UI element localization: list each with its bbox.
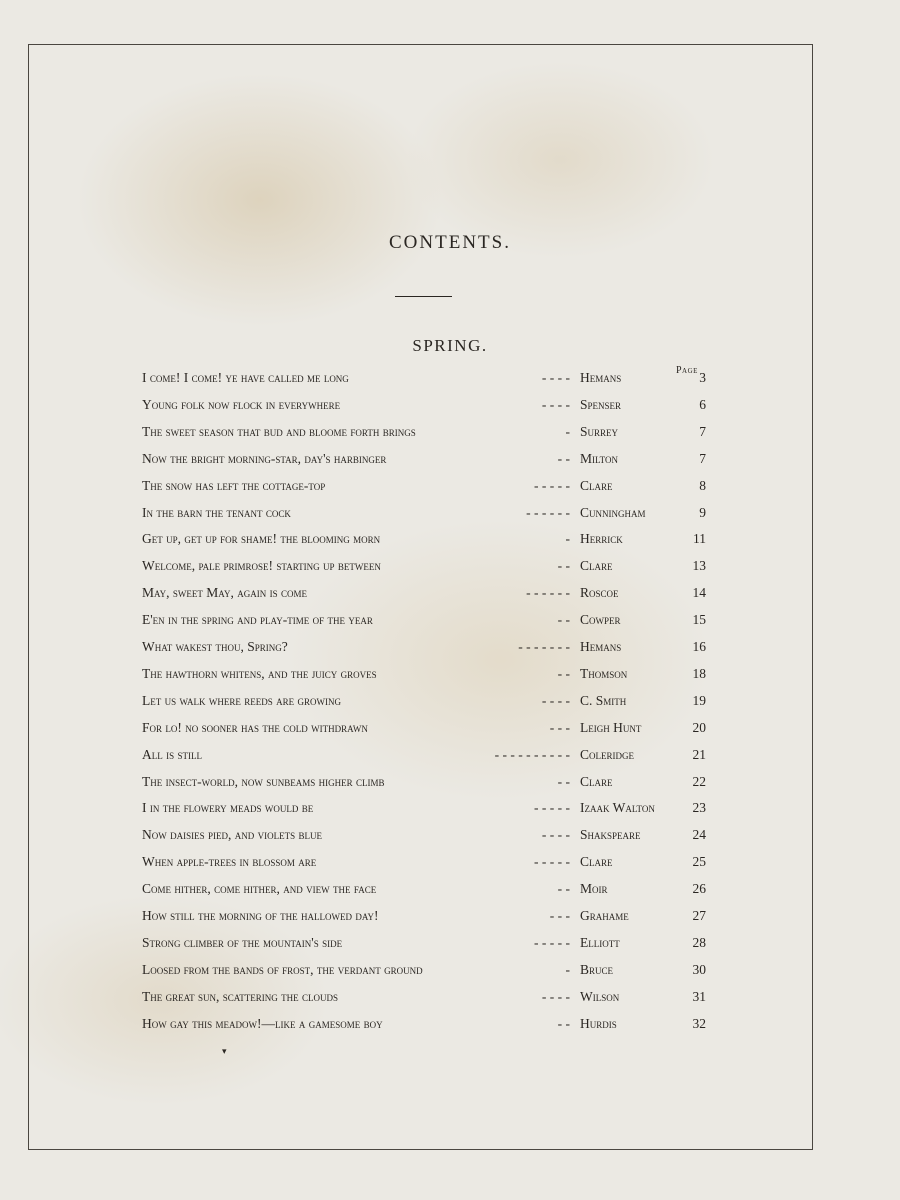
poem-title: Now the bright morning-star, day's harbinger <box>142 450 387 466</box>
contents-entry <box>0 370 900 394</box>
leader-dashes: - - - - - - - <box>518 639 570 654</box>
leader-dashes: - - <box>557 881 570 897</box>
leader-dashes: - <box>565 531 570 547</box>
page-number: 16 <box>692 639 706 654</box>
poem-title: The great sun, scattering the clouds <box>142 988 338 1004</box>
poem-title: Young folk now flock in everywhere <box>142 396 341 412</box>
page-number: 22 <box>692 773 706 789</box>
poem-title: I in the flowery meads would be <box>142 800 314 816</box>
poem-author: Spenser <box>580 396 622 412</box>
leader-dashes: - - <box>557 612 570 628</box>
leader-dashes: - - - - - <box>534 854 570 870</box>
contents-entry <box>0 827 900 851</box>
contents-entry <box>0 747 900 771</box>
poem-author: Coleridge <box>580 746 634 762</box>
poem-title: All is still <box>142 746 202 762</box>
leader-dashes: - - - - - <box>534 477 570 493</box>
poem-author: Hemans <box>580 370 622 385</box>
poem-title: In the barn the tenant cock <box>142 504 291 520</box>
page-number: 26 <box>692 881 706 897</box>
page-number: 14 <box>692 585 706 601</box>
contents-entry <box>0 1016 900 1040</box>
poem-author: Hurdis <box>580 1015 617 1031</box>
leader-dashes: - - <box>557 558 570 574</box>
poem-title: How gay this meadow!—like a gamesome boy <box>142 1015 383 1031</box>
leader-dashes: - - - - - - <box>526 585 570 601</box>
page-number: 19 <box>692 692 706 708</box>
contents-entry <box>0 720 900 744</box>
poem-title: E'en in the spring and play-time of the year <box>142 612 373 628</box>
page-number: 20 <box>692 719 706 735</box>
poem-author: Cunningham <box>580 504 646 520</box>
page-number: 21 <box>692 746 706 762</box>
page-number: 18 <box>692 665 706 681</box>
contents-entry <box>0 881 900 905</box>
poem-title: Now daisies pied, and violets blue <box>142 827 322 843</box>
poem-author: Thomson <box>580 665 628 681</box>
page-number: 7 <box>699 450 706 466</box>
poem-author: Bruce <box>580 961 614 977</box>
poem-author: Leigh Hunt <box>580 719 642 735</box>
poem-title: I come! I come! ye have called me long <box>142 370 349 385</box>
page-number: 13 <box>692 558 706 574</box>
poem-author: Grahame <box>580 908 629 923</box>
leader-dashes: - - - <box>549 908 570 923</box>
poem-title: May, sweet May, again is come <box>142 585 307 601</box>
page-column-header: Page <box>676 365 698 376</box>
page-number: 27 <box>692 908 706 923</box>
contents-entry <box>0 612 900 636</box>
page-number: 31 <box>692 988 706 1004</box>
page-number: 6 <box>699 396 706 412</box>
poem-title: When apple-trees in blossom are <box>142 854 317 870</box>
contents-entry <box>0 639 900 663</box>
signature-marker: ▾ <box>222 1046 227 1056</box>
poem-author: Shakspeare <box>580 827 641 843</box>
contents-entry <box>0 585 900 609</box>
leader-dashes: - - - - <box>541 396 570 412</box>
contents-entry <box>0 531 900 555</box>
poem-title: Loosed from the bands of frost, the verdant ground <box>142 961 423 977</box>
poem-title: Strong climber of the mountain's side <box>142 934 343 950</box>
page-number: 32 <box>692 1015 706 1031</box>
contents-entry <box>0 693 900 717</box>
page-number: 23 <box>692 800 706 816</box>
leader-dashes: - - <box>557 1015 570 1031</box>
poem-title: For lo! no sooner has the cold withdrawn <box>142 719 368 735</box>
poem-author: Clare <box>580 477 613 493</box>
contents-entry <box>0 800 900 824</box>
page-title: CONTENTS. <box>389 232 511 253</box>
leader-dashes: - - - - - - <box>526 504 570 520</box>
contents-entry <box>0 451 900 475</box>
page-number: 9 <box>699 504 706 520</box>
poem-author: Elliott <box>580 934 620 950</box>
page-number: 28 <box>692 934 706 950</box>
leader-dashes: - - <box>557 450 570 466</box>
poem-title: The hawthorn whitens, and the juicy groves <box>142 665 377 681</box>
leader-dashes: - - - - <box>541 692 570 708</box>
leader-dashes: - - - - - - - - - - <box>494 746 570 762</box>
page-number: 15 <box>692 612 706 628</box>
contents-entry <box>0 558 900 582</box>
contents-entry <box>0 424 900 448</box>
contents-entry <box>0 962 900 986</box>
poem-title: The snow has left the cottage-top <box>142 477 326 493</box>
section-heading: SPRING. <box>412 336 488 355</box>
leader-dashes: - - - - - <box>534 800 570 816</box>
contents-entry <box>0 774 900 798</box>
leader-dashes: - - - - <box>541 827 570 843</box>
poem-author: Clare <box>580 773 613 789</box>
poem-author: Cowper <box>580 612 621 628</box>
leader-dashes: - - - - <box>541 370 570 385</box>
contents-entry <box>0 505 900 529</box>
poem-author: Wilson <box>580 988 620 1004</box>
poem-title: The sweet season that bud and bloome forth brings <box>142 423 416 439</box>
leader-dashes: - <box>565 961 570 977</box>
poem-author: C. Smith <box>580 692 627 708</box>
poem-title: Let us walk where reeds are growing <box>142 692 341 708</box>
poem-title: Come hither, come hither, and view the face <box>142 881 377 897</box>
page-number: 11 <box>693 531 706 547</box>
poem-author: Hemans <box>580 639 622 654</box>
contents-entry <box>0 666 900 690</box>
page-number: 24 <box>692 827 706 843</box>
poem-author: Moir <box>580 881 608 897</box>
poem-author: Izaak Walton <box>580 800 655 816</box>
leader-dashes: - - <box>557 665 570 681</box>
page-number: 8 <box>699 477 706 493</box>
poem-author: Surrey <box>580 423 619 439</box>
page-number: 25 <box>692 854 706 870</box>
contents-entry <box>0 908 900 932</box>
leader-dashes: - - - <box>549 719 570 735</box>
poem-title: Get up, get up for shame! the blooming morn <box>142 531 381 547</box>
leader-dashes: - - - - <box>541 988 570 1004</box>
poem-title: The insect-world, now sunbeams higher climb <box>142 773 385 789</box>
contents-entry <box>0 478 900 502</box>
poem-author: Roscoe <box>580 585 619 601</box>
page-number: 30 <box>692 961 706 977</box>
contents-entry <box>0 854 900 878</box>
contents-entry <box>0 935 900 959</box>
poem-title: Welcome, pale primrose! starting up between <box>142 558 381 574</box>
poem-author: Herrick <box>580 531 623 547</box>
contents-entry <box>0 397 900 421</box>
contents-entry <box>0 989 900 1013</box>
poem-author: Milton <box>580 450 619 466</box>
leader-dashes: - <box>565 423 570 439</box>
leader-dashes: - - <box>557 773 570 789</box>
poem-title: How still the morning of the hallowed day! <box>142 908 379 923</box>
poem-title: What wakest thou, Spring? <box>142 639 288 654</box>
leader-dashes: - - - - - <box>534 934 570 950</box>
title-rule <box>395 296 452 297</box>
page-number: 3 <box>699 370 706 385</box>
page-number: 7 <box>699 423 706 439</box>
poem-author: Clare <box>580 558 613 574</box>
poem-author: Clare <box>580 854 613 870</box>
